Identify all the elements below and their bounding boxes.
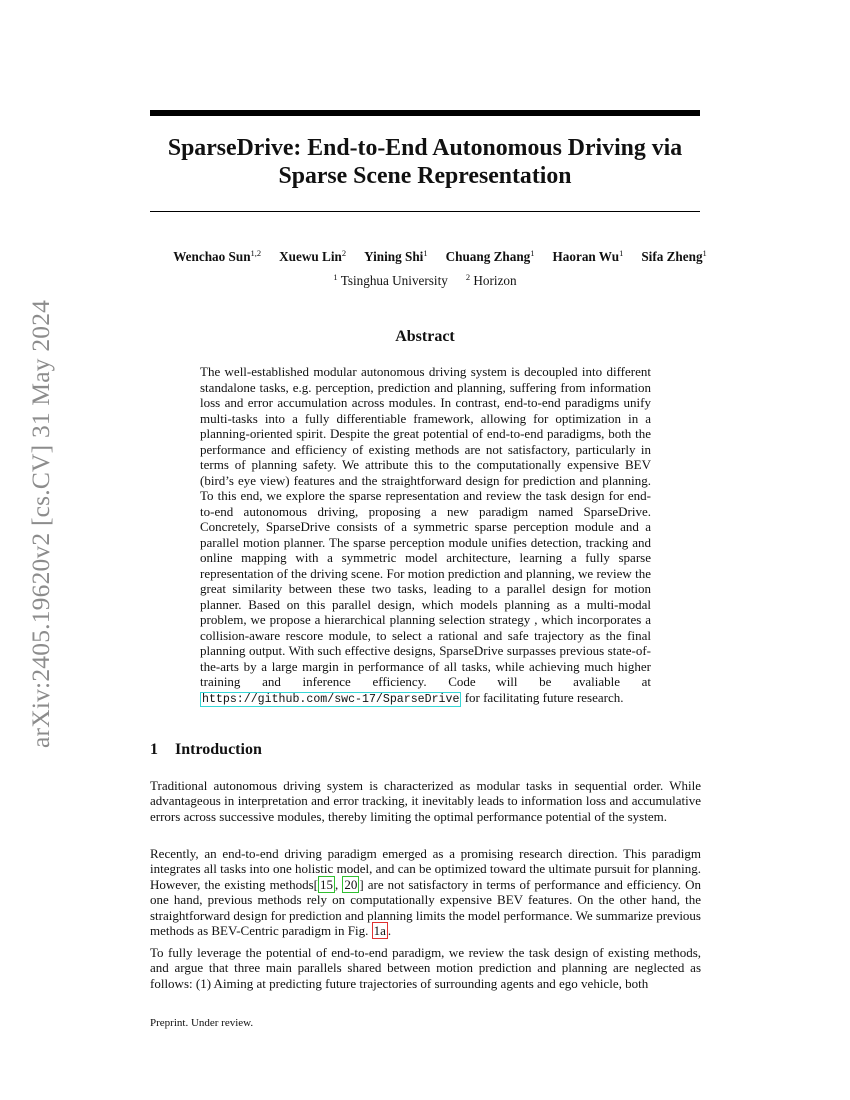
paper-title <box>150 134 700 190</box>
citation-link[interactable]: 15 <box>320 876 334 892</box>
title-top-rule <box>150 110 700 116</box>
author: Sifa Zheng$^1$ <box>641 248 707 264</box>
section-title: Introduction <box>175 741 262 758</box>
author: Wenchao Sun$^{1,2}$ <box>173 248 262 264</box>
title-bottom-rule <box>150 211 700 212</box>
abstract-heading: Abstract <box>395 328 455 345</box>
arxiv-identifier-stamp: arXiv:2405.19620v2 [cs.CV] 31 May 2024 <box>26 299 55 748</box>
author-list <box>140 248 740 265</box>
author: Xuewu Lin$^2$ <box>279 248 347 264</box>
section-number: 1 <box>150 741 158 758</box>
affiliation: $^1$ Tsinghua University <box>333 272 448 288</box>
preprint-footer: Preprint. Under review. <box>150 1017 254 1029</box>
abstract-body: The well-established modular autonomous driving system is decoupled into different standalone tasks, e.g. perception, prediction and planning, suffering from information loss and error accumulation across modules. In contrast, end-to-end paradigms unify multi-tasks into a fully differentiable framework, allowing for optimization in a planning-oriented spirit. Despite the great potential of end-to-end paradigms, both the performance and efficiency of existing methods are not satisfactory, particularly in terms of planning safety. We attribute this to the computationally expensive BEV (bird’s eye view) features and the straightforward design for prediction and planning. To this end, we explore the sparse representation and review the task design for end-to-end autonomous driving, proposing a new paradigm named SparseDrive. Concretely, SparseDrive consists of a symmetric sparse perception module and a parallel motion planner. The sparse perception module unifies detection, tracking and online mapping with a symmetric model architecture, learning a fully sparse representation of the driving scene. For motion prediction and planning, we review the great similarity between these two tasks, leading to a parallel design for motion planner. Based on this parallel design, which models planning as a multi-modal problem, we propose a hierarchical planning selection strategy , which incorporates a collision-aware rescore module, to select a rational and safe trajectory as the final planning output. With such effective designs, SparseDrive surpasses previous state-of-the-arts by a large margin in performance of all tasks, while achieving much higher training and inference efficiency. Code will be avaliable at https://github.com/swc-17/SparseDrive for facilitating future research. <box>200 364 651 706</box>
section-heading-introduction <box>150 741 700 759</box>
author: Haoran Wu$^1$ <box>552 248 624 264</box>
affiliation: $^2$ Horizon <box>465 272 517 288</box>
intro-paragraph-2: Recently, an end-to-end driving paradigm emerged as a promising research direction. This paradigm integrates all tasks into one holistic model, and can be optimized toward the ultimate pursuit for planning. However, the existing methods[ 15 , 20 ] are not satisfactory in terms of performance and efficiency. On one hand, previous methods rely on computationally expensive BEV features. On the other hand, the straightforward design for prediction and planning limits the model performance. We summarize previous methods as BEV-Centric paradigm in Fig. 1a . <box>150 846 701 939</box>
author: Yining Shi$^1$ <box>364 248 428 264</box>
citation-link[interactable]: 20 <box>344 876 358 892</box>
figure-reference-link[interactable]: 1a <box>373 923 386 939</box>
code-repository-link[interactable]: https://github.com/swc-17/SparseDrive <box>202 692 460 706</box>
title-line-1: SparseDrive: End-to-End Autonomous Driving via <box>167 135 683 161</box>
title-line-2: Sparse Scene Representation <box>278 163 572 189</box>
affiliation-list <box>150 272 700 289</box>
intro-paragraph-3: To fully leverage the potential of end-to-end paradigm, we review the task design of existing methods, and argue that three main parallels shared between motion prediction and planning are neglected as follows: (1) Aiming at predicting future trajectories of surrounding agents and ego vehicle, both <box>150 945 701 991</box>
author: Chuang Zhang$^1$ <box>445 248 535 264</box>
intro-paragraph-1: Traditional autonomous driving system is characterized as modular tasks in sequential order. While advantageous in interpretation and error tracking, it inevitably leads to information loss and accumulative errors across successive modules, thereby limiting the optimal performance potential of the system. <box>150 778 701 824</box>
